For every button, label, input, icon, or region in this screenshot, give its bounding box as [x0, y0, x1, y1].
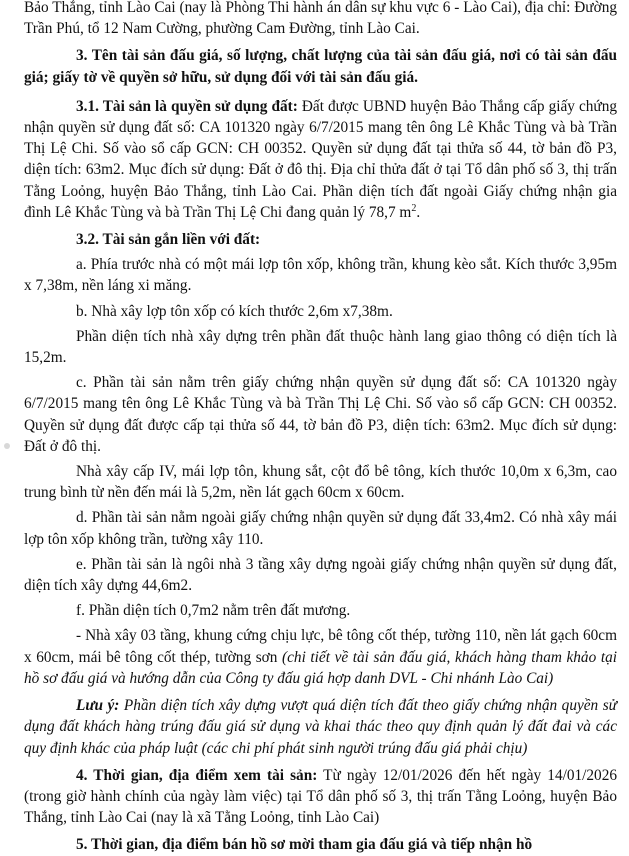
note-text: Phần diện tích xây dựng vượt quá diện tích đất theo giấy chứng nhận quyền sử dụng đất khách hàng trúng đấu giá sử dụng và khai thác theo quy định quản lý đất đai và các quy định khác của pháp luật (các chi phí phát sinh người trúng đấu giá phải chịu) — [24, 697, 617, 757]
scan-speck — [4, 443, 10, 449]
section-3-1-end: . — [416, 203, 421, 221]
item-c-detail: Nhà xây cấp IV, mái lợp tôn, khung sắt, cột đổ bê tông, kích thước 10,0m x 6,3m, cao trung bình từ nền đến mái là 5,2m, nền lát gạch 60cm x 60cm. — [24, 463, 617, 502]
top-continuation-paragraph: Bảo Thắng, tỉnh Lào Cai (nay là Phòng Thi hành án dân sự khu vực 6 - Lào Cai), địa chỉ: Đường Trần Phú, tổ 12 Nam Cường, phường Cam Đường, tỉnh Lào Cai. — [24, 0, 617, 38]
section-3-1-label: 3.1. Tài sản là quyền sử dụng đất: — [76, 97, 298, 115]
item-f-detail-italic: (chi tiết về tài sản đấu giá, khách hàng tham khảo tại hồ sơ đấu giá và hướng dẫn của Công ty đấu giá hợp danh DVL - Chi nhánh Lào Cai) — [24, 648, 617, 687]
item-d: d. Phần tài sản nằm ngoài giấy chứng nhận quyền sử dụng đất 33,4m2. Có nhà xây mái lợp tôn xốp không trần, tường xây 110. — [24, 509, 617, 548]
section-3-1-paragraph — [24, 96, 617, 223]
item-c: c. Phần tài sản nằm trên giấy chứng nhận quyền sử dụng đất số: CA 101320 ngày 6/7/2015 mang tên ông Lê Khắc Tùng và bà Trần Thị Lệ Chi. Số vào sổ cấp GCN: CH 00352. Quyền sử dụng đất được cấp tại thửa số 44, tờ bản đồ P3, diện tích: 63m2. Mục đích sử dụng: Đất ở đô thị. — [24, 374, 617, 455]
item-b-detail: Phần diện tích nhà xây dựng trên phần đất thuộc hành lang giao thông có diện tích là 15,2m. — [24, 327, 617, 367]
item-f: f. Phần diện tích 0,7m2 nằm trên đất mương. — [76, 602, 351, 620]
item-f-detail — [24, 625, 617, 689]
section-3-2-heading: 3.2. Tài sản gắn liền với đất: — [76, 231, 261, 249]
section-3-heading: 3. Tên tài sản đấu giá, số lượng, chất lượng của tài sản đấu giá, nơi có tài sản đấu giá; giấy tờ về quyền sở hữu, sử dụng đối với tài sản đấu giá. — [24, 47, 617, 86]
note-label: Lưu ý: — [76, 697, 120, 715]
section-4-label: 4. Thời gian, địa điểm xem tài sản: — [76, 766, 318, 784]
item-e: e. Phần tài sản là ngôi nhà 3 tầng xây dựng ngoài giấy chứng nhận quyền sử dụng đất, diện tích xây dựng 44,6m2. — [24, 555, 617, 595]
section-3-1-text: Đất được UBND huyện Bảo Thắng cấp giấy chứng nhận quyền sử dụng đất số: CA 101320 ngày 6/7/2015 mang tên ông Lê Khắc Tùng và bà Trần Thị Lệ Chi. Số vào sổ cấp GCN: CH 00352. Quyền sử dụng đất tại thửa số 44, tờ bản đồ P3, diện tích: 63m2. Mục đích sử dụng: Đất ở đô thị. Địa chỉ thửa đất ở tại Tổ dân phố số 3, thị trấn Tằng Loỏng, huyện Bảo Thắng, tỉnh Lào Cai. Phần diện tích đất ngoài Giấy chứng nhận gia đình Lê Khắc Tùng và bà Trần Thị Lệ Chi đang quản lý 78,7 m — [24, 97, 617, 221]
note-paragraph — [24, 695, 617, 759]
section-5-heading: 5. Thời gian, địa điểm bán hồ sơ mời tham gia đấu giá và tiếp nhận hồ — [76, 836, 533, 854]
square-superscript: 2 — [411, 202, 417, 214]
item-b: b. Nhà xây lợp tôn xốp có kích thước 2,6m x7,38m. — [76, 302, 393, 320]
section-4-paragraph — [24, 765, 617, 829]
item-a: a. Phía trước nhà có một mái lợp tôn xốp, không trần, khung kèo sắt. Kích thước 3,95m x 7,38m, nền láng xi măng. — [24, 256, 617, 295]
section-4-text: Từ ngày 12/01/2026 đến hết ngày 14/01/2026 (trong giờ hành chính của ngày làm việc) tại Tổ dân phố số 3, thị trấn Tằng Loỏng, huyện Bảo Thắng, tỉnh Lào Cai (nay là xã Tằng Loỏng, tỉnh Lào Cai) — [24, 766, 617, 827]
item-f-detail-text: - Nhà xây 03 tầng, khung cứng chịu lực, bê tông cốt thép, tường 110, nền lát gạch 60cm x 60cm, mái bê tông cốt thép, tường sơn — [24, 627, 617, 666]
